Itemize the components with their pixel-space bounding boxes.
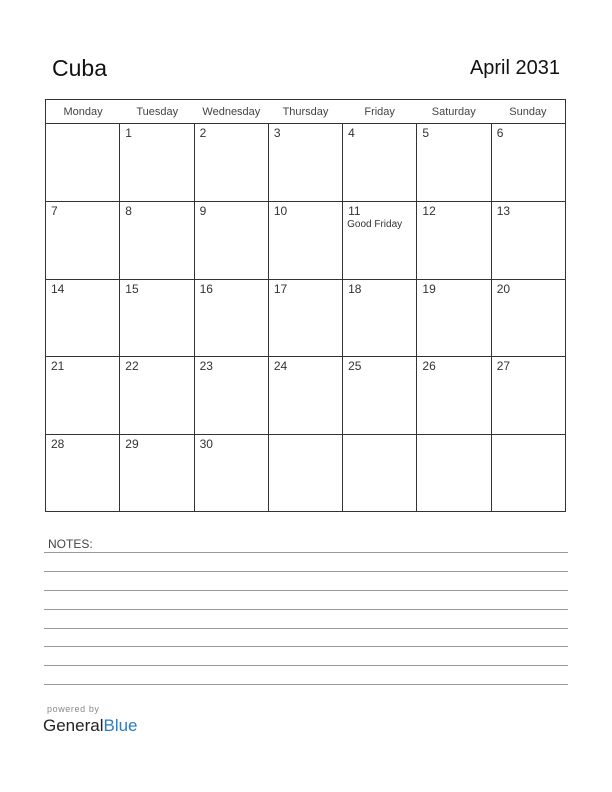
day-cell[interactable] [492,124,565,201]
day-cell[interactable] [120,124,194,201]
day-number: 3 [273,126,281,140]
day-number: 5 [422,126,430,140]
day-cell[interactable] [269,435,343,512]
day-cell[interactable] [269,280,343,357]
day-number: 22 [125,359,139,374]
brand-general: General [43,716,104,735]
day-cell[interactable] [120,435,194,512]
day-number: 19 [422,281,436,296]
day-number: 6 [496,126,504,140]
day-cell[interactable] [343,124,417,201]
day-cell[interactable] [195,124,269,201]
week-row [46,124,565,202]
country-title: Cuba [52,55,107,81]
calendar-grid [45,99,566,512]
day-number: 8 [125,203,132,218]
day-cell[interactable] [46,280,120,357]
day-number: 26 [422,359,436,374]
day-number: 15 [125,281,139,296]
day-number: 4 [348,126,355,140]
day-cell[interactable] [492,280,565,357]
day-number: 29 [125,437,139,452]
day-number: 2 [199,126,207,140]
day-cell[interactable] [417,124,491,201]
day-cell[interactable] [269,202,343,279]
day-number: 16 [199,281,213,296]
day-cell[interactable] [120,280,194,357]
day-number: 20 [496,281,511,296]
note-line[interactable] [44,590,568,591]
day-cell[interactable] [343,357,417,434]
day-cell[interactable] [46,124,120,201]
day-cell[interactable] [269,357,343,434]
day-number: 12 [422,203,436,218]
note-line[interactable] [44,628,568,629]
day-cell[interactable] [195,357,269,434]
day-number: 23 [199,359,213,374]
weekday-thursday: Thursday [282,105,329,118]
day-cell[interactable] [46,202,120,279]
day-cell[interactable] [417,280,491,357]
weekday-sunday: Sunday [509,105,547,118]
day-number: 27 [496,359,511,374]
day-number: 25 [348,359,362,374]
week-row [46,202,565,280]
day-cell[interactable] [343,202,417,279]
day-number: 17 [273,281,288,296]
weekday-monday: Monday [63,105,103,118]
day-cell[interactable] [492,357,565,434]
day-number: 28 [51,437,65,452]
day-number: 7 [51,203,58,218]
day-cell[interactable] [120,202,194,279]
day-cell[interactable] [46,357,120,434]
day-cell[interactable] [417,435,491,512]
weekday-header-row [46,100,565,124]
note-line[interactable] [44,684,568,685]
day-number: 9 [199,203,207,218]
calendar-weeks [46,124,565,512]
week-row [46,435,565,512]
day-cell[interactable] [195,435,269,512]
note-line[interactable] [44,646,568,647]
day-cell[interactable] [269,124,343,201]
day-number: 14 [51,281,65,296]
month-year-title: April 2031 [469,57,560,79]
day-number: 13 [496,203,511,218]
day-cell[interactable] [195,202,269,279]
week-row [46,280,565,358]
day-cell[interactable] [417,357,491,434]
weekday-wednesday: Wednesday [202,105,261,118]
day-number: 18 [348,281,362,296]
day-number: 21 [51,359,65,374]
day-number: 24 [273,359,288,374]
note-line[interactable] [44,552,568,553]
day-cell[interactable] [46,435,120,512]
weekday-tuesday: Tuesday [136,105,179,118]
day-number: 11 [348,203,361,218]
holiday-label: Good Friday [347,218,403,230]
day-number: 30 [199,437,213,452]
powered-by-text: powered by [47,704,100,714]
note-line[interactable] [44,571,568,572]
week-row [46,357,565,435]
notes-label: NOTES: [48,537,93,551]
note-line[interactable] [44,665,568,666]
day-cell[interactable] [417,202,491,279]
day-number: 10 [273,203,288,218]
weekday-saturday: Saturday [431,105,476,118]
day-cell[interactable] [120,357,194,434]
brand-blue: Blue [103,716,138,735]
day-number: 1 [125,126,132,140]
note-line[interactable] [44,609,568,610]
generalblue-logo[interactable] [43,716,138,736]
day-cell[interactable] [195,280,269,357]
day-cell[interactable] [492,202,565,279]
weekday-friday: Friday [364,105,395,118]
day-cell[interactable] [492,435,565,512]
day-cell[interactable] [343,435,417,512]
day-cell[interactable] [343,280,417,357]
